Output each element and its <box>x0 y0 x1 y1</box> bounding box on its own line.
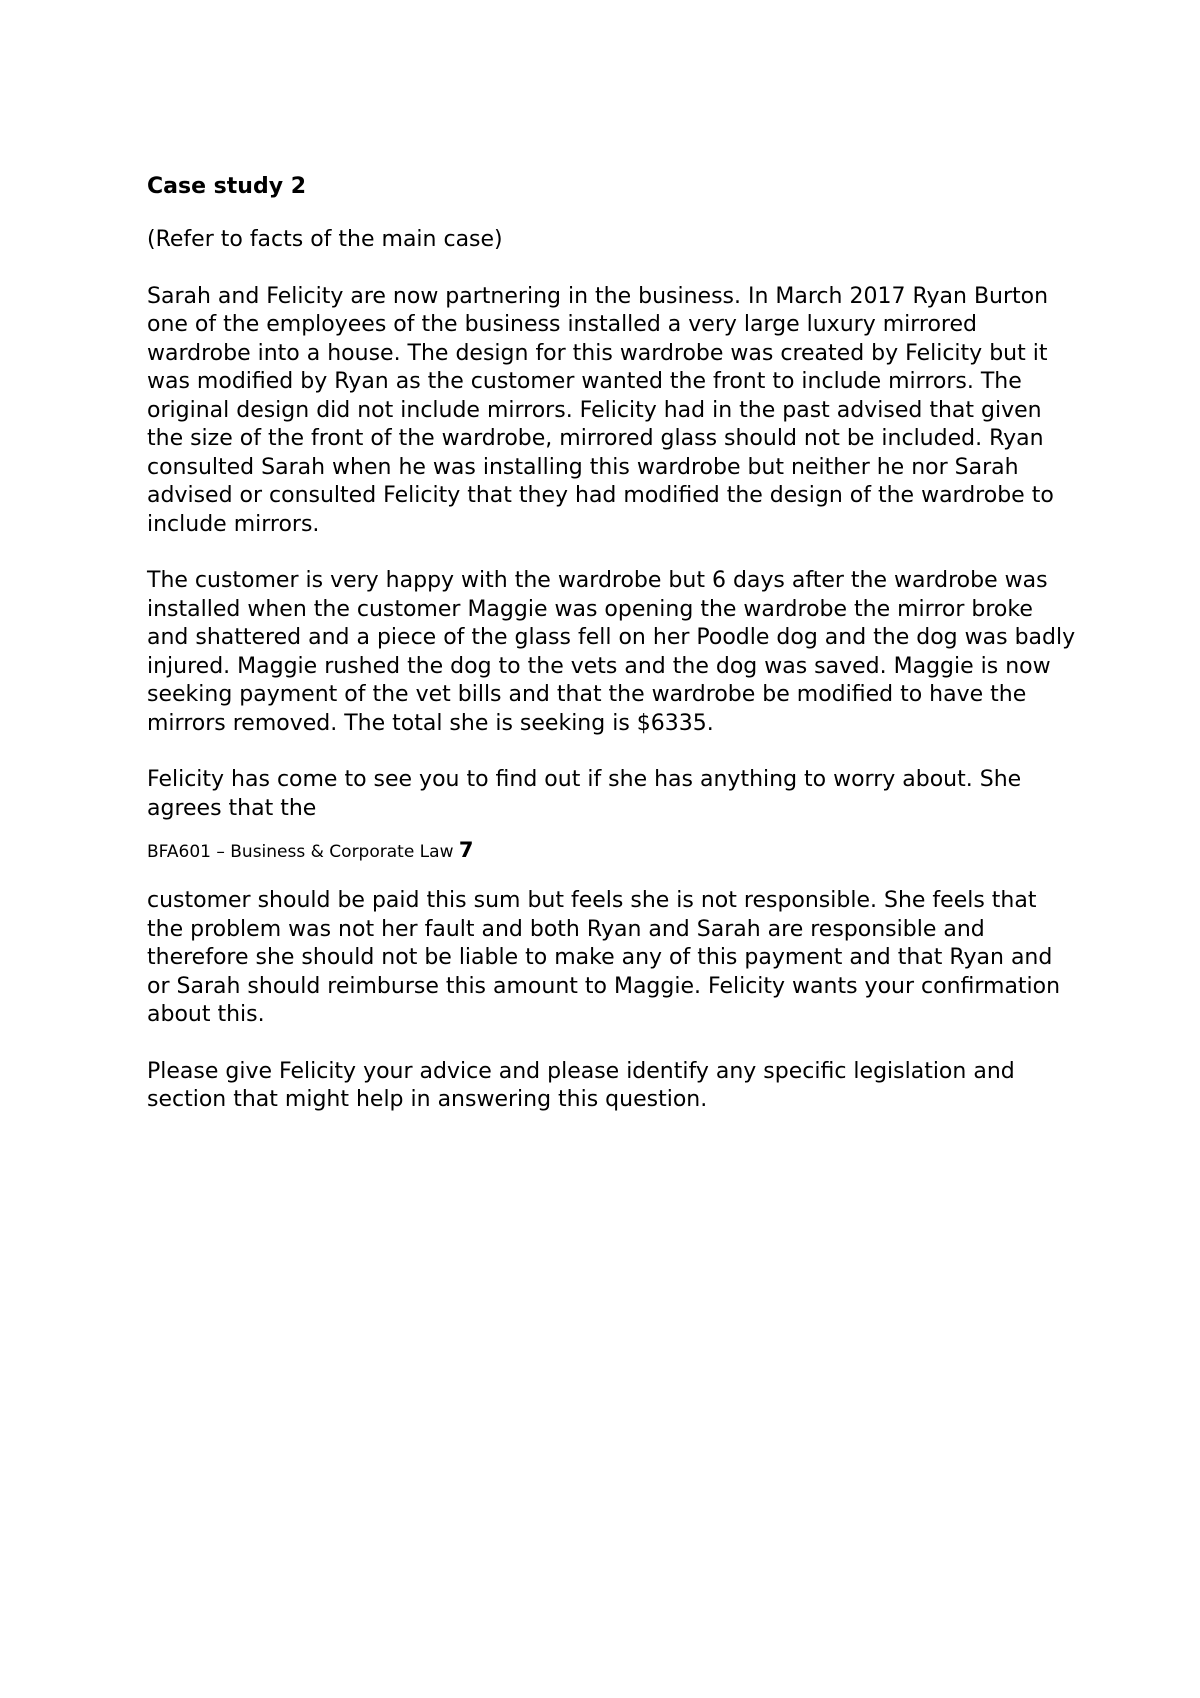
paragraph-3: Felicity has come to see you to find out if she has anything to worry about. She agrees that the <box>147 767 1022 821</box>
paragraph-4: customer should be paid this sum but feels she is not responsible. She feels that the problem was not her fault and both Ryan and Sarah are responsible and therefore she should not be liable to make any of this payment and that Ryan and or Sarah should reimburse this amount to Maggie. Felicity wants your confirmation about this. <box>147 888 1061 1027</box>
paragraph-1: Sarah and Felicity are now partnering in the business. In March 2017 Ryan Burton one of the employees of the business installed a very large luxury mirrored wardrobe into a house. The design for this wardrobe was created by Felicity but it was modified by Ryan as the customer wanted the front to include mirrors. The original design did not include mirrors. Felicity had in the past advised that given the size of the front of the wardrobe, mirrored glass should not be included. Ryan consulted Sarah when he was installing this wardrobe but neither he nor Sarah advised or consulted Felicity that they had modified the design of the wardrobe to include mirrors. <box>147 283 1054 537</box>
page-footer <box>147 837 1077 865</box>
page-number: 7 <box>458 838 474 862</box>
document-page <box>147 172 1077 1143</box>
intro-line: (Refer to facts of the main case) <box>147 227 503 252</box>
paragraph-2: The customer is very happy with the wardrobe but 6 days after the wardrobe was installed when the customer Maggie was opening the wardrobe the mirror broke and shattered and a piece of the glass fell on her Poodle dog and the dog was badly injured. Maggie rushed the dog to the vets and the dog was saved. Maggie is now seeking payment of the vet bills and that the wardrobe be modified to have the mirrors removed. The total she is seeking is $6335. <box>147 568 1076 736</box>
paragraph-5: Please give Felicity your advice and please identify any specific legislation and section that might help in answering this question. <box>147 1058 1015 1112</box>
course-label: BFA601 – Business & Corporate Law <box>147 842 454 862</box>
case-study-title: Case study 2 <box>147 174 306 199</box>
